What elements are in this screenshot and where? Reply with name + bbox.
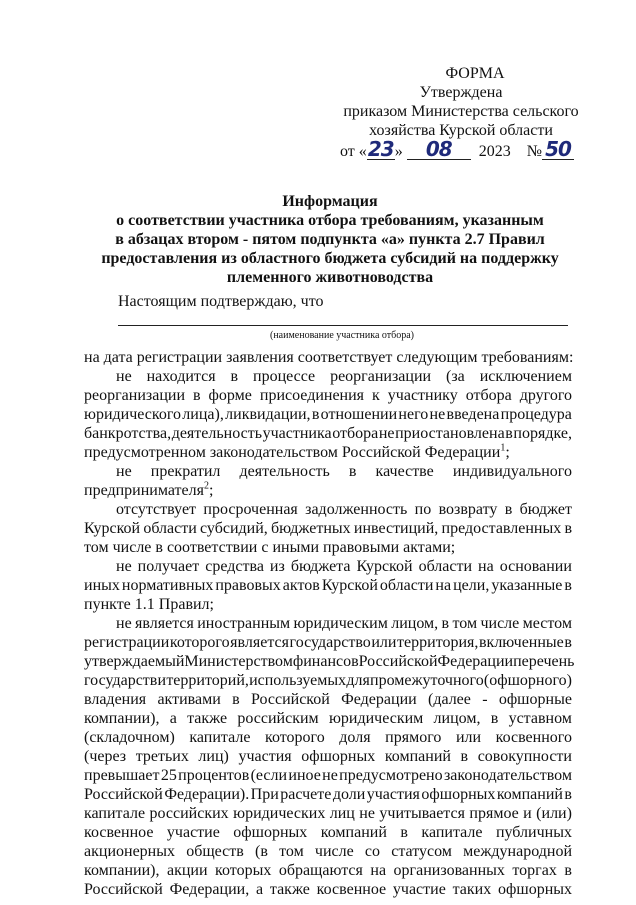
date-mid: » [394, 143, 403, 160]
text-line: превышает 25 процентов (если иное не предусмотрено законодательством [84, 767, 572, 784]
requirements-body [84, 348, 575, 899]
text-line: утверждаемый Министерством финансов Российской Федерации перечень [84, 653, 575, 670]
text-line: пункте 1.1 Правил; [84, 596, 214, 613]
text-line: капитале российских юридических лиц не учитывается прямое и (или) [84, 805, 572, 822]
text-line: не прекратил деятельность в качестве индивидуального [116, 463, 572, 480]
text-line: государств и территорий, используемых для промежуточного (офшорного) [84, 672, 572, 689]
text-line: том числе в соответствии с иными правовыми актами; [84, 539, 456, 556]
text-line: косвенное участие офшорных компаний в капитале публичных [84, 824, 572, 841]
participant-caption: (наименование участника отбора) [270, 330, 414, 341]
text-line: компании), а также российским юридическим лицом, в уставном [84, 710, 572, 727]
text-line: юридического лица), ликвидации, в отношении него не введена процедура [84, 406, 572, 423]
text-line: (складочном) капитале которого доля прямого или косвенного [84, 729, 572, 746]
participant-name-line [118, 325, 568, 326]
text-line: отсутствует просроченная задолженность по возврату в бюджет [116, 501, 572, 518]
heading-line: Информация [282, 193, 378, 210]
number-prefix: № [526, 143, 543, 160]
heading-line: в абзацах втором - пятом подпункта «а» пункта 2.7 Правил [115, 231, 545, 248]
text-line: реорганизации в форме присоединения к участнику отбора другого [84, 387, 572, 404]
text-line: Российской Федерации). При расчете доли участия офшорных компаний в [84, 786, 572, 803]
text-line: не является иностранным юридическим лицом, в том числе местом [116, 615, 572, 632]
text-line: Российской Федерации, а также косвенное участие таких офшорных [84, 881, 572, 898]
text-line: акционерных обществ (в том числе со статусом международной [84, 843, 572, 860]
heading-line: предоставления из областного бюджета субсидий на поддержку [101, 250, 559, 267]
document-heading [100, 192, 560, 287]
text-line: регистрации которого является государство или территория, включенные в [84, 634, 572, 651]
footnote-mark: 1 [500, 442, 506, 454]
text-line: компании), акции которых обращаются на организованных торгах в [84, 862, 572, 879]
text-line: банкротства, деятельность участника отбора не приостановлена в порядке, [84, 425, 572, 442]
text-line: владения активами в Российской Федерации (далее - офшорные [84, 691, 572, 708]
text-line: не получает средства из бюджета Курской области на основании [116, 558, 572, 575]
order-line-1: приказом Министерства сельского [343, 103, 579, 120]
order-date-line [336, 137, 586, 161]
text-line: предпринимателя$^2$; [84, 480, 214, 499]
text-line: не находится в процессе реорганизации (за исключением [116, 368, 572, 385]
date-prefix: от « [340, 143, 367, 160]
text-line: предусмотренном законодательством Российской Федерации$^1$; [84, 442, 510, 461]
date-month: 08 [407, 140, 471, 160]
text-line: на дата регистрации заявления соответствует следующим требованиям: [84, 349, 574, 366]
order-line-2: хозяйства Курской области [369, 122, 553, 139]
text-line: иных нормативных правовых актов Курской области на цели, указанные в [84, 577, 572, 594]
text-line: (через третьих лиц) участия офшорных компаний в совокупности [84, 748, 572, 765]
date-day: 23 [367, 137, 394, 161]
approved-label: Утверждена [419, 84, 503, 101]
confirmation-text: Настоящим подтверждаю, что [118, 293, 324, 310]
footnote-mark: 2 [203, 480, 209, 492]
approval-stamp [336, 64, 586, 161]
text-line: Курской области субсидий, бюджетных инвестиций, предоставленных в [84, 520, 572, 537]
date-year: 2023 [478, 143, 511, 160]
heading-line: племенного животноводства [226, 269, 434, 286]
heading-line: о соответствии участника отбора требованиям, указанным [116, 212, 544, 229]
form-label: ФОРМА [445, 65, 505, 82]
order-number: 50 [542, 140, 574, 160]
